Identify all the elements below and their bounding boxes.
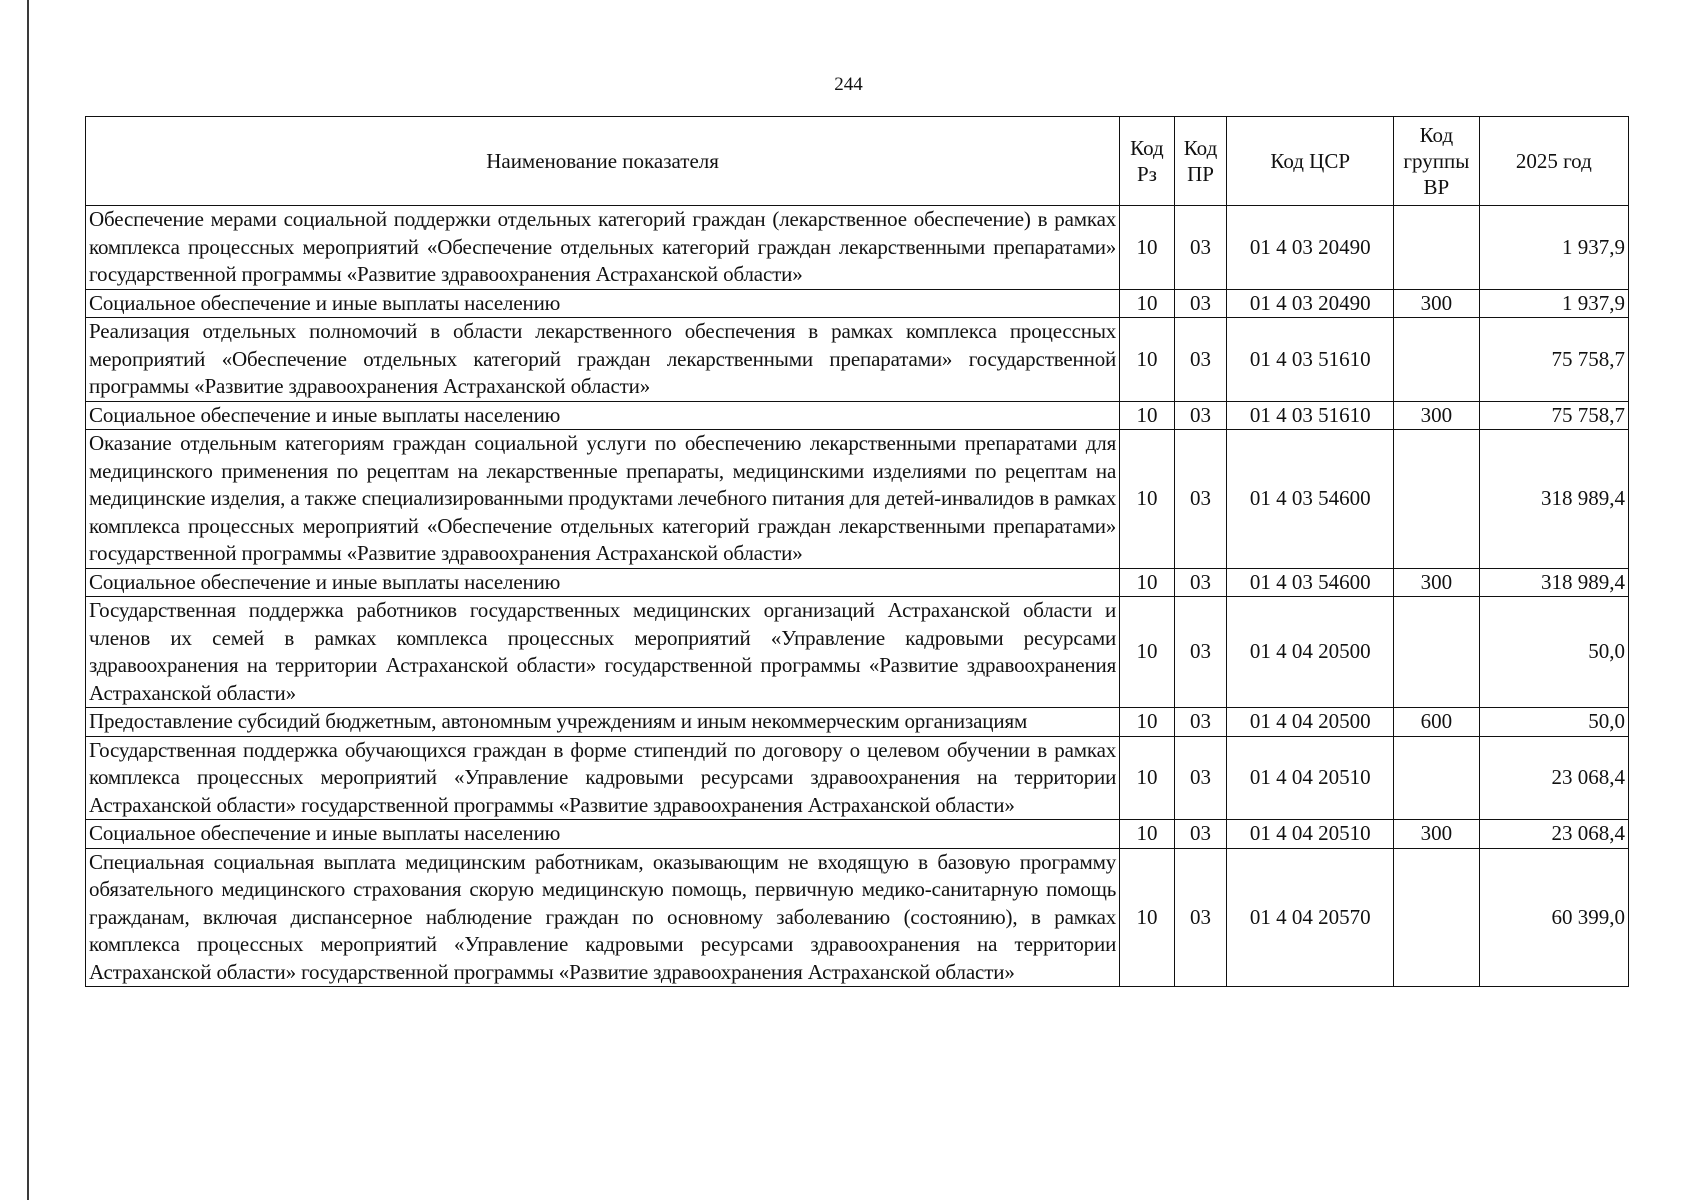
row-rz: 10 (1120, 597, 1175, 708)
table-row (86, 708, 1629, 737)
row-amount: 1 937,9 (1479, 206, 1628, 290)
row-name: Государственная поддержка работников государственных медицинских организаций Астраханской области и членов их семей в рамках комплекса процессных мероприятий «Управление кадровыми ресурсами здравоохранения на территории Астраханской области» государственной программы «Развитие здравоохранения Астраханской области» (86, 597, 1120, 708)
header-csr: Код ЦСР (1227, 117, 1394, 206)
table-row (86, 848, 1629, 987)
row-pr: 03 (1174, 401, 1227, 430)
row-csr: 01 4 03 51610 (1227, 401, 1394, 430)
row-rz: 10 (1120, 206, 1175, 290)
row-rz: 10 (1120, 736, 1175, 820)
table-row (86, 430, 1629, 569)
row-pr: 03 (1174, 568, 1227, 597)
row-name: Социальное обеспечение и иные выплаты населению (86, 820, 1120, 849)
binding-margin-line (27, 0, 29, 1200)
row-vr (1394, 848, 1479, 987)
header-rz: Код Рз (1120, 117, 1175, 206)
row-name: Оказание отдельным категориям граждан социальной услуги по обеспечению лекарственными препаратами для медицинского применения по рецептам на лекарственные препараты, медицинскими изделиями по рецептам на медицинские изделия, а также специализированными продуктами лечебного питания для детей-инвалидов в рамках комплекса процессных мероприятий «Обеспечение отдельных категорий граждан лекарственными препаратами» государственной программы «Развитие здравоохранения Астраханской области» (86, 430, 1120, 569)
row-name: Социальное обеспечение и иные выплаты населению (86, 568, 1120, 597)
row-vr (1394, 318, 1479, 402)
table-row (86, 568, 1629, 597)
row-rz: 10 (1120, 401, 1175, 430)
row-rz: 10 (1120, 289, 1175, 318)
row-name: Специальная социальная выплата медицинским работникам, оказывающим не входящую в базовую программу обязательного медицинского страхования скорую медицинскую помощь, первичную медико-санитарную помощь гражданам, включая диспансерное наблюдение граждан по основному заболеванию (состоянию), в рамках комплекса процессных мероприятий «Управление кадровыми ресурсами здравоохранения на территории Астраханской области» государственной программы «Развитие здравоохранения Астраханской области» (86, 848, 1120, 987)
table-header-row (86, 117, 1629, 206)
row-rz: 10 (1120, 568, 1175, 597)
row-pr: 03 (1174, 318, 1227, 402)
row-csr: 01 4 03 54600 (1227, 568, 1394, 597)
row-name: Обеспечение мерами социальной поддержки отдельных категорий граждан (лекарственное обеспечение) в рамках комплекса процессных мероприятий «Обеспечение отдельных категорий граждан лекарственными препаратами» государственной программы «Развитие здравоохранения Астраханской области» (86, 206, 1120, 290)
row-csr: 01 4 04 20500 (1227, 708, 1394, 737)
row-pr: 03 (1174, 708, 1227, 737)
row-name: Предоставление субсидий бюджетным, автономным учреждениям и иным некоммерческим организациям (86, 708, 1120, 737)
row-csr: 01 4 03 51610 (1227, 318, 1394, 402)
row-csr: 01 4 04 20500 (1227, 597, 1394, 708)
row-name: Социальное обеспечение и иные выплаты населению (86, 401, 1120, 430)
row-vr: 300 (1394, 401, 1479, 430)
row-pr: 03 (1174, 597, 1227, 708)
row-amount: 23 068,4 (1479, 736, 1628, 820)
row-csr: 01 4 04 20570 (1227, 848, 1394, 987)
header-year: 2025 год (1479, 117, 1628, 206)
row-name: Реализация отдельных полномочий в области лекарственного обеспечения в рамках комплекса процессных мероприятий «Обеспечение отдельных категорий граждан лекарственными препаратами» государственной программы «Развитие здравоохранения Астраханской области» (86, 318, 1120, 402)
table-row (86, 597, 1629, 708)
row-name: Социальное обеспечение и иные выплаты населению (86, 289, 1120, 318)
row-pr: 03 (1174, 430, 1227, 569)
table-row (86, 318, 1629, 402)
row-pr: 03 (1174, 206, 1227, 290)
row-rz: 10 (1120, 430, 1175, 569)
row-pr: 03 (1174, 736, 1227, 820)
row-vr (1394, 736, 1479, 820)
row-amount: 318 989,4 (1479, 430, 1628, 569)
row-amount: 1 937,9 (1479, 289, 1628, 318)
row-csr: 01 4 03 20490 (1227, 206, 1394, 290)
row-amount: 75 758,7 (1479, 401, 1628, 430)
row-vr: 300 (1394, 568, 1479, 597)
row-vr: 300 (1394, 820, 1479, 849)
row-vr: 600 (1394, 708, 1479, 737)
row-vr: 300 (1394, 289, 1479, 318)
header-name: Наименование показателя (86, 117, 1120, 206)
table-row (86, 206, 1629, 290)
header-pr: Код ПР (1174, 117, 1227, 206)
row-rz: 10 (1120, 318, 1175, 402)
row-amount: 50,0 (1479, 708, 1628, 737)
header-vr: Код группы ВР (1394, 117, 1479, 206)
row-rz: 10 (1120, 708, 1175, 737)
row-rz: 10 (1120, 820, 1175, 849)
row-amount: 23 068,4 (1479, 820, 1628, 849)
row-rz: 10 (1120, 848, 1175, 987)
row-pr: 03 (1174, 820, 1227, 849)
row-vr (1394, 430, 1479, 569)
row-pr: 03 (1174, 289, 1227, 318)
row-amount: 318 989,4 (1479, 568, 1628, 597)
row-vr (1394, 597, 1479, 708)
row-amount: 60 399,0 (1479, 848, 1628, 987)
row-amount: 75 758,7 (1479, 318, 1628, 402)
table-row (86, 289, 1629, 318)
table-row (86, 401, 1629, 430)
row-csr: 01 4 04 20510 (1227, 736, 1394, 820)
page-number: 244 (834, 74, 863, 95)
row-pr: 03 (1174, 848, 1227, 987)
row-csr: 01 4 03 54600 (1227, 430, 1394, 569)
table-row (86, 736, 1629, 820)
row-name: Государственная поддержка обучающихся граждан в форме стипендий по договору о целевом обучении в рамках комплекса процессных мероприятий «Управление кадровыми ресурсами здравоохранения на территории Астраханской области» государственной программы «Развитие здравоохранения Астраханской области» (86, 736, 1120, 820)
row-csr: 01 4 03 20490 (1227, 289, 1394, 318)
row-csr: 01 4 04 20510 (1227, 820, 1394, 849)
row-amount: 50,0 (1479, 597, 1628, 708)
table-row (86, 820, 1629, 849)
budget-table (85, 116, 1629, 987)
row-vr (1394, 206, 1479, 290)
